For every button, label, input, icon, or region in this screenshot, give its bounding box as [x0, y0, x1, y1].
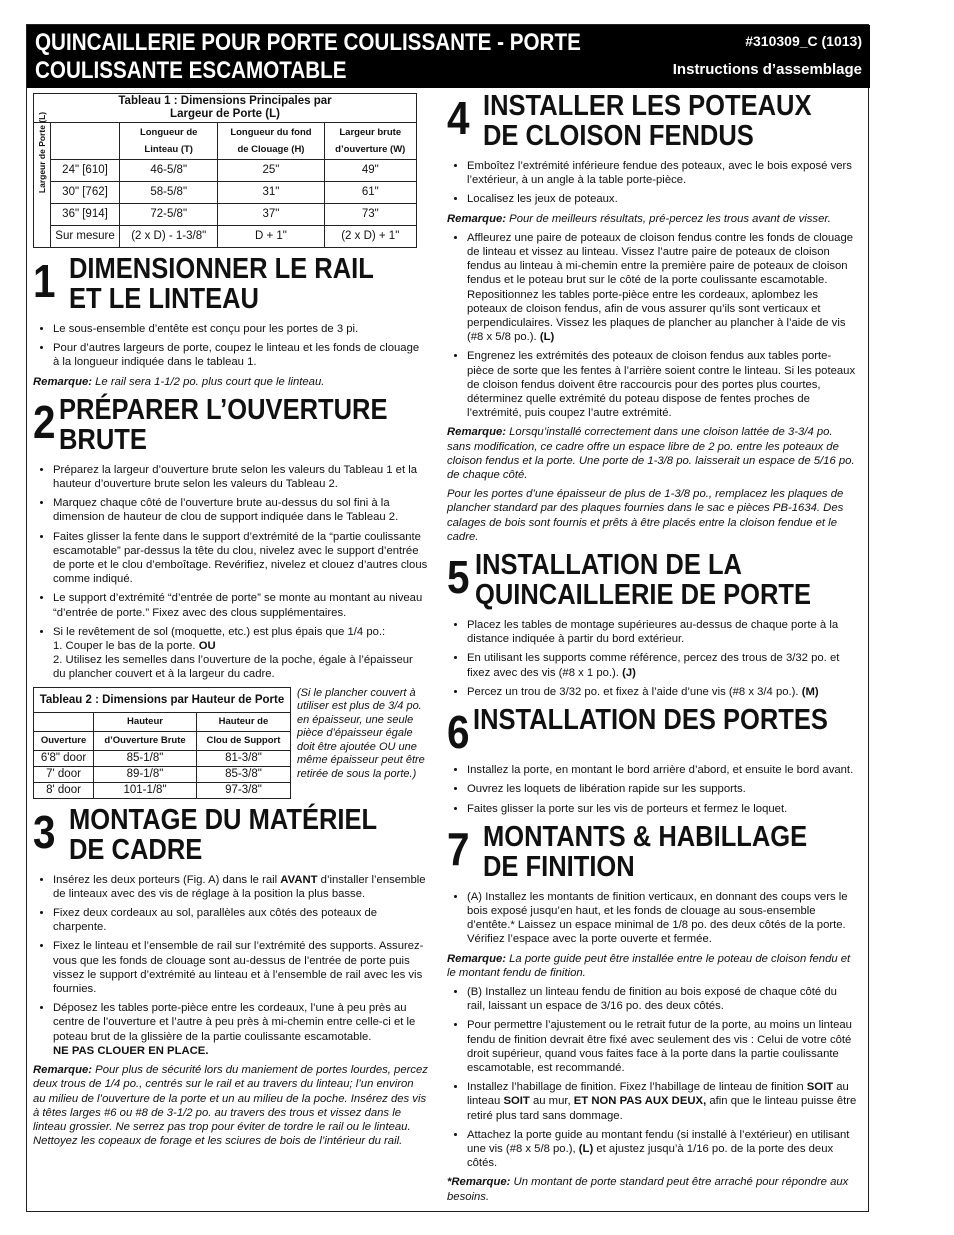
step-title: PRÉPARER L’OUVERTURE BRUTE: [58, 393, 388, 456]
table-cell: 73": [324, 204, 417, 226]
table-row: 7' door 89-1/8" 85-3/8": [34, 766, 291, 782]
table-cell: 36" [914]: [51, 204, 120, 226]
table-1-header: Longueur du fond de Clouage (H): [218, 123, 324, 160]
list-item: • Engrenez les extrémités des poteaux de cloison fendus aux tables porte-pièce de sorte que les fentes à l’arrière soient contre le linteau. Si les poteaux de cloison fendus doivent être raccourcis pour des portes plus courtes, déterminez quelle extrémité du poteau dispose de fentes proches de l’extrémité, puis coupez l’autre extrémité.: [467, 349, 857, 420]
table-row: 6'8" door 85-1/8" 81-3/8": [34, 750, 291, 766]
table-cell: Sur mesure: [51, 226, 120, 248]
table-row: [34, 226, 417, 248]
table-cell: (2 x D) + 1": [324, 226, 417, 248]
document-code: #310309_C (1013): [745, 33, 862, 49]
table-cell: 25": [218, 160, 324, 182]
step-4-heading: [447, 91, 857, 151]
step-number: 2: [33, 395, 56, 448]
step-7-list-2: [447, 985, 857, 1170]
table-1-header: Largeur brute d’ouverture (W): [324, 123, 417, 160]
step-number: 6: [447, 706, 470, 759]
step-number: 4: [447, 92, 470, 144]
table-cell: 72-5/8": [120, 204, 218, 226]
list-item: • Faites glisser la fente dans le support d’extrémité de la “partie coulissante escamotable” par-dessus la tête du clou, nivelez avec le support d’entrée de porte et le clou d’emboîtage. Revérifiez, nivelez et clouez d’autres clous comme indiqué.: [53, 530, 428, 587]
table-1: [33, 93, 417, 248]
step-number: 7: [447, 822, 470, 875]
left-column: [33, 93, 428, 1153]
table-cell: 49": [324, 160, 417, 182]
step-1-note: Remarque: Le rail sera 1-1/2 po. plus court que le linteau.: [33, 375, 325, 388]
step-4-list: [447, 159, 857, 207]
table-2: Tableau 2 : Dimensions par Hauteur de Porte Hauteur Hauteur de Ouverture d’Ouverture Brute Clou de Support 6'8" door 85-1/8" 81-3/8" 7' door 89-1/8" 85-3/8" 8' door 101-1/8" 97-3/8": [33, 687, 291, 799]
list-item: • Préparez la largeur d’ouverture brute selon les valeurs du Tableau 1 et la hauteur d’ouverture brute selon les valeurs du Tableau 2.: [53, 463, 428, 491]
step-number: 5: [447, 551, 470, 604]
table-2-note: (Si le plancher couvert à utiliser est plus de 3/4 po. en épaisseur, une seule pièce d’épaisseur égale doit être ajoutée OU une même épaisseur peut être retirée de sous la porte.): [297, 686, 425, 780]
step-4-note: Remarque: Pour de meilleurs résultats, pré-percez les trous avant de visser.: [447, 212, 831, 225]
step-4-note-2: Remarque: Lorsqu’installé correctement dans une cloison lattée de 3-3/4 po. sans modification, ce cadre offre un espace libre de 2 po. entre les poteaux de cloison fendus et la porte. Une porte de 1-3/8 po. laisserait un espace de 5/16 po. de chaque côté.: [447, 426, 855, 482]
step-4-list-2: [447, 231, 857, 421]
document-subtitle: Instructions d’assemblage: [672, 61, 862, 78]
title-line-1: QUINCAILLERIE POUR PORTE COULISSANTE - PORTE: [35, 29, 581, 56]
table-1-side-label: Largeur de Porte (L): [34, 123, 51, 248]
list-item: • Le support d’extrémité “d’entrée de porte” se monte au montant au niveau “d’entrée de porte.” Fixez avec des clous supplémentaires.: [53, 591, 428, 619]
step-7-heading: [447, 822, 857, 882]
step-6-list: [447, 763, 857, 816]
table-row: [34, 160, 417, 182]
list-item: • Affleurez une paire de poteaux de cloison fendus contre les fonds de clouage de linteau et vissez au linteau. Vissez l’autre paire de poteaux de cloison fendus au linteau à mi-chemin entre la première paire de poteaux de cloison fendus et le poteau brut sur le côté de la porte coulissante escamotable. Repositionnez les tables porte-pièce entre les cordeaux, aplombez les poteaux de cloison fendus, afin de vous assurer qu’ils sont verticaux et perpendiculaires. Vissez les plaques de plancher au plancher à l’aide de vis (#8 x 5/8 po.). (L): [467, 231, 857, 345]
step-title: DIMENSIONNER LE RAIL ET LE LINTEAU: [69, 253, 374, 315]
step-7-list: [447, 890, 857, 947]
step-1-list: [33, 322, 428, 370]
step-title: INSTALLATION DE LA QUINCAILLERIE DE PORTE: [475, 549, 812, 612]
list-item: • Pour permettre l’ajustement ou le retrait futur de la porte, au moins un linteau fendu de finition devrait être fixé avec seulement des vis : Celui de votre côté droit supérieur, quand vous faites face à la porte dans la partie coulissante escamotable, est recommandé.: [467, 1018, 857, 1075]
list-item: • Insérez les deux porteurs (Fig. A) dans le rail AVANT d’installer l’ensemble de linteaux avec des vis de réglage à la position la plus basse.: [53, 873, 428, 901]
list-item: • (B) Installez un linteau fendu de finition au bois exposé de chaque côté du rail, laissant un espace de 3/16 po. des deux côtés.: [467, 985, 857, 1013]
document-title: [35, 29, 637, 85]
step-title: MONTANTS & HABILLAGE DE FINITION: [483, 820, 808, 883]
table-cell: 46-5/8": [120, 160, 218, 182]
step-6-heading: [447, 704, 857, 759]
list-item: • En utilisant les supports comme référence, percez des trous de 3/32 po. et fixez avec des vis (#8 x 1 po.). (J): [467, 651, 857, 679]
table-row: 8' door 101-1/8" 97-3/8": [34, 782, 291, 798]
list-item: • Pour d’autres largeurs de porte, coupez le linteau et les fonds de clouage à la longueur indiquée dans le tableau 1.: [53, 341, 428, 369]
table-1-header: Longueur de Linteau (T): [120, 123, 218, 160]
list-item: • Le sous-ensemble d’entête est conçu pour les portes de 3 pi.: [53, 322, 428, 336]
table-cell: 24" [610]: [51, 160, 120, 182]
step-1-heading: [33, 254, 428, 314]
table-cell: 31": [218, 182, 324, 204]
table-cell: 61": [324, 182, 417, 204]
step-7-note-2: *Remarque: Un montant de porte standard peut être arraché pour répondre aux besoins.: [447, 1176, 849, 1203]
table-cell: 37": [218, 204, 324, 226]
step-title: INSTALLER LES POTEAUX DE CLOISON FENDUS: [483, 90, 812, 152]
table-1-caption: Tableau 1 : Dimensions Principales par Largeur de Porte (L): [34, 94, 417, 123]
step-5-heading: [447, 550, 857, 610]
step-3-note: Remarque: Pour plus de sécurité lors du maniement de portes lourdes, percez deux trous de 1/4 po., centrés sur le rail et au travers du linteau; l’un environ au milieu de l’ouverture de la porte et un au milieu de la poche. Insérez des vis à têtes larges #6 ou #8 de 3-1/2 po. au travers des trous et vissez dans le linteau grossier. Ne serrez pas trop pour éviter de tordre le rail ou le linteau. Nettoyez les copeaux de forage et les sciures de bois de l’intérieur du rail.: [33, 1064, 428, 1148]
step-7-note: Remarque: La porte guide peut être installée entre le poteau de cloison fendu et le montant fendu de finition.: [447, 952, 851, 979]
step-number: 1: [33, 255, 56, 307]
list-item: • Installez la porte, en montant le bord arrière d’abord, et ensuite le bord avant.: [467, 763, 857, 777]
table-cell: 58-5/8": [120, 182, 218, 204]
list-item: • Installez l’habillage de finition. Fixez l’habillage de linteau de finition SOIT au linteau SOIT au mur, ET NON PAS AUX DEUX, afin que le linteau puisse être retiré plus tard sans dommage.: [467, 1080, 857, 1123]
list-item: • Ouvrez les loquets de libération rapide sur les supports.: [467, 782, 857, 796]
list-item: • Placez les tables de montage supérieures au-dessus de chaque porte à la distance indiquée à partir du bord extérieur.: [467, 618, 857, 646]
list-item: • Marquez chaque côté de l’ouverture brute au-dessus du sol fini à la dimension de hauteur de clou de support indiquée dans le Tableau 2.: [53, 496, 428, 524]
list-item: • Attachez la porte guide au montant fendu (si installé à l’extérieur) en utilisant une vis (#8 x 5/8 po.), (L) et ajustez jusqu’à 1/16 po. de la porte des deux côtés.: [467, 1128, 857, 1171]
list-item: • Faites glisser la porte sur les vis de porteurs et fermez le loquet.: [467, 802, 857, 816]
table-cell: 30" [762]: [51, 182, 120, 204]
step-2-list: [33, 463, 428, 682]
step-3-list: [33, 873, 428, 1058]
header-bar: [27, 25, 870, 88]
list-item: • Fixez deux cordeaux au sol, parallèles aux côtés des poteaux de charpente.: [53, 906, 428, 934]
step-3-heading: [33, 805, 428, 865]
table-2-block: [33, 687, 428, 799]
step-4-note-3: Pour les portes d’une épaisseur de plus de 1-3/8 po., remplacez les plaques de plancher standard par des plaques fournies dans le sac e pièces PB-1634. Des calages de bois sont fournis et prêts à être placés entre la cloison fendue et le cadre.: [447, 488, 844, 543]
title-line-2: COULISSANTE ESCAMOTABLE: [35, 57, 347, 84]
step-number: 3: [33, 805, 56, 858]
step-title: INSTALLATION DES PORTES: [472, 704, 828, 737]
right-column: [447, 91, 857, 1209]
step-5-list: [447, 618, 857, 699]
list-item: • Emboîtez l’extrémité inférieure fendue des poteaux, avec le bois exposé vers l’extérieur, à un angle à la table porte-pièce.: [467, 159, 857, 187]
list-item: • Si le revêtement de sol (moquette, etc.) est plus épais que 1/4 po.: 1. Couper le bas de la porte. OU 2. Utilisez les semelles dans l’ouverture de la poche, égale à l’épaisseur du plancher couvert et à la largeur du cadre.: [53, 625, 428, 682]
step-title: MONTAGE DU MATÉRIEL DE CADRE: [69, 803, 378, 866]
table-2-caption: Tableau 2 : Dimensions par Hauteur de Porte: [34, 687, 291, 712]
list-item: • Localisez les jeux de poteaux.: [467, 192, 857, 206]
table-cell: D + 1": [218, 226, 324, 248]
list-item: • (A) Installez les montants de finition verticaux, en donnant des coups vers le bois exposé jusqu’en haut, et les fonds de clouage au sous-ensemble d’entête.* Laissez un espace minimal de 1/8 po. des deux côtés de la porte. Vérifiez l’espace avec la porte ouverte et fermée.: [467, 890, 857, 947]
list-item: • Déposez les tables porte-pièce entre les cordeaux, l’une à peu près au centre de l’ouverture et l’autre à peu près à mi-chemin entre celle-ci et le poteau brut de la glissière de la partie coulissante escamotable. NE PAS CLOUER EN PLACE.: [53, 1001, 428, 1058]
list-item: • Fixez le linteau et l’ensemble de rail sur l’extrémité des supports. Assurez-vous que les fonds de clouage sont au-dessus de l’entrée de porte puis vissez le support d’extrémité au linteau et à l’ensemble de rail avec les vis fournies.: [53, 939, 428, 996]
table-row: [34, 204, 417, 226]
table-row: [34, 182, 417, 204]
table-cell: (2 x D) - 1-3/8": [120, 226, 218, 248]
step-2-heading: [33, 395, 428, 455]
list-item: • Percez un trou de 3/32 po. et fixez à l’aide d’une vis (#8 x 3/4 po.). (M): [467, 685, 857, 699]
